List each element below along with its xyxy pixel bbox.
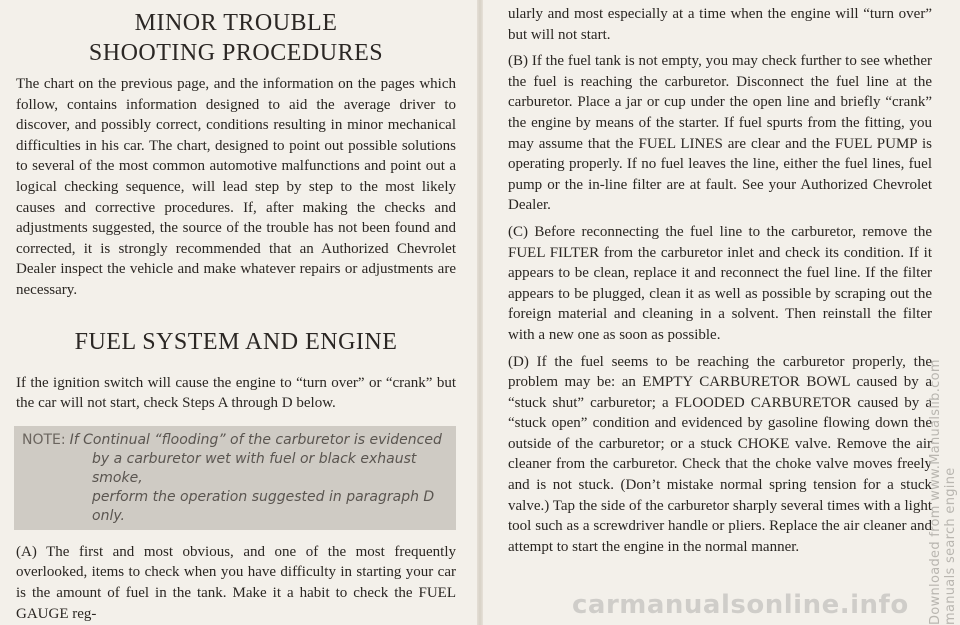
bottom-watermark: carmanualsonline.info — [572, 590, 909, 620]
note-line-1: NOTE: If Continual “flooding” of the carburetor is evidenced — [22, 431, 442, 448]
step-a-paragraph: (A) The first and most obvious, and one of the most frequently overlooked, items to check when you have difficulty in starting your car is the amount of fuel in the tank. Make it a habit to check the FUEL GAUGE reg- — [16, 543, 456, 622]
side-watermark: Downloaded from www.Manualslib.com manuals search engine — [928, 359, 958, 625]
continuation-paragraph: ularly and most especially at a time when the engine will “turn over” but will not start. — [508, 6, 932, 43]
step-b-paragraph: (B) If the fuel tank is not empty, you may check further to see whether the fuel is reaching the carburetor. Disconnect the fuel line at the carburetor. Place a jar or cup under the open line and briefly “crank” the engine by means of the starter. If fuel spurts from the fitting, you may assume that the FUEL LINES are clear and the FUEL PUMP is operating properly. If no fuel leaves the line, either the fuel lines, fuel pump or the in-line filter are at fault. See your Authorized Chevrolet Dealer. — [508, 53, 932, 214]
heading-minor-trouble — [16, 8, 456, 68]
step-c-paragraph: (C) Before reconnecting the fuel line to the carburetor, remove the FUEL FILTER from the carburetor inlet and check its condition. If it appears to be clean, replace it and reconnect the fuel line. If the filter appears to be plugged, clean it as well as possible by scraping out the foreign material and cleaning in a solvent. Then reinstall the filter with a new one as soon as possible. — [508, 223, 932, 343]
note-line-2: by a carburetor wet with fuel or black exhaust smoke, — [92, 450, 417, 486]
fuel-intro-paragraph: If the ignition switch will cause the engine to “turn over” or “crank” but the car will not start, check Steps A through D below. — [16, 374, 456, 412]
intro-paragraph: The chart on the previous page, and the information on the pages which follow, contains information designed to aid the average driver to discover, and possibly correct, conditions resulting in minor mechanical difficulties in his car. The chart, designed to point out possible solutions to several of the most common automotive malfunctions and point out a logical checking sequence, will lead step by step to the most likely causes and corrective procedures. If, after making the checks and adjustments suggested, the source of the trouble has not been found and corrected, it is strongly recommended that an Authorized Chevrolet Dealer inspect the vehicle and make whatever repairs or adjustments are necessary. — [16, 76, 456, 298]
heading-fuel-system: FUEL SYSTEM AND ENGINE — [74, 328, 398, 355]
heading-line-2: SHOOTING PROCEDURES — [88, 40, 384, 66]
right-page — [482, 0, 960, 625]
note-label: NOTE: — [22, 431, 66, 448]
heading-line-1: MINOR TROUBLE — [134, 10, 338, 36]
note-line-3: perform the operation suggested in paragraph D only. — [92, 488, 435, 524]
step-d-paragraph: (D) If the fuel seems to be reaching the carburetor properly, the problem may be: an EMPTY CARBURETOR BOWL caused by a “stuck shut” carburetor; a FLOODED CARBURETOR caused by a “stuck open” condition and evidenced by gasoline flowing down the outside of the carburetor; or a stuck CHOKE valve. Remove the air cleaner from the carburetor. Check that the choke valve moves freely and is not stuck. (Don’t mistake normal spring tension for a stuck valve.) Tap the side of the carburetor sharply several times with a light tool such as a screwdriver handle or pliers. Replace the air cleaner and attempt to start the engine in the normal manner. — [508, 353, 932, 555]
note-box — [14, 426, 456, 530]
left-page — [0, 0, 478, 625]
